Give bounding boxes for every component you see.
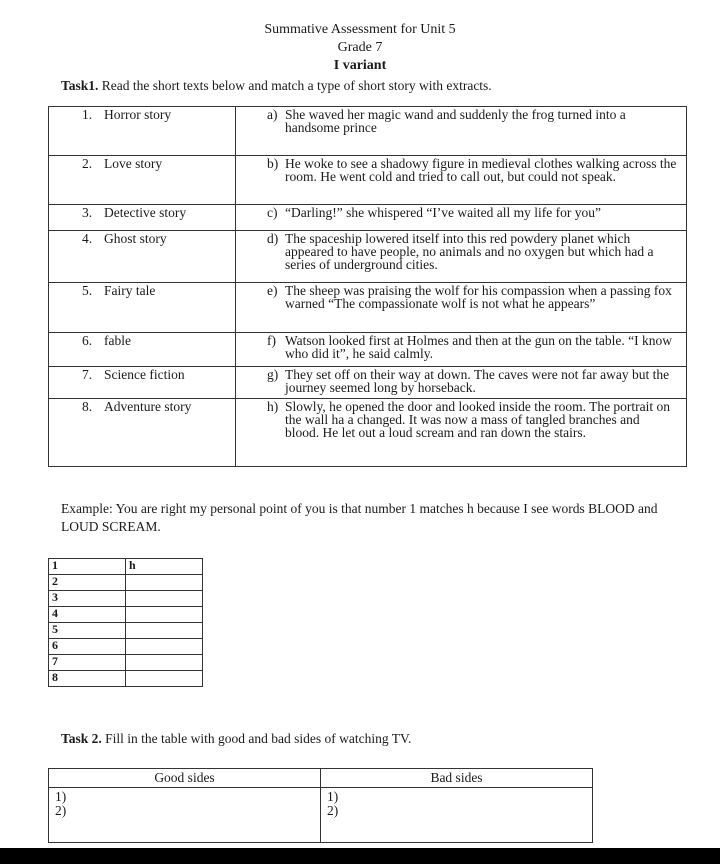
story-type-name: Detective story [104, 205, 187, 220]
good-sides-header: Good sides [49, 769, 321, 788]
extract-text: They set off on their way at down. The caves were not far away but the journey seemed long by horseback. [285, 367, 670, 395]
extract-cell [236, 283, 687, 333]
answer-cell[interactable] [126, 591, 203, 607]
extract-cell [236, 205, 687, 231]
task2-instruction [61, 731, 411, 747]
task1-label: Task1. [61, 78, 99, 93]
story-type-name: Adventure story [104, 399, 192, 414]
story-type-name: Love story [104, 156, 163, 171]
extract-text: Watson looked first at Holmes and then at the gun on the table. “I know who did it”, he said calmly. [285, 333, 672, 361]
answer-row [49, 623, 203, 639]
extract-text: The sheep was praising the wolf for his compassion when a passing fox warned “The compassionate wolf is not what he appears” [285, 283, 672, 311]
extract-cell [236, 231, 687, 283]
bad-item-2: 2) [327, 803, 339, 818]
bad-item-1: 1) [327, 789, 339, 804]
extract-text: “Darling!” she whispered “I’ve waited all my life for you” [285, 205, 601, 220]
extract-letter: h) [267, 399, 279, 414]
task2-text: Fill in the table with good and bad sides of watching TV. [105, 731, 412, 746]
extract-letter: g) [267, 367, 279, 382]
story-type-cell [49, 107, 236, 156]
story-type-cell [49, 205, 236, 231]
answer-cell[interactable] [126, 639, 203, 655]
extract-text: Slowly, he opened the door and looked inside the room. The portrait on the wall ha a changed. It was now a mass of tangled branches and blood. He let out a loud scream and ran down the stairs. [285, 399, 671, 440]
document-title: Summative Assessment for Unit 5 [264, 22, 456, 37]
story-type-cell [49, 399, 236, 467]
good-item-2: 2) [55, 803, 67, 818]
matching-table [48, 106, 687, 467]
story-type-number: 5. [82, 283, 93, 298]
answer-number: 5 [49, 623, 126, 639]
story-type-cell [49, 367, 236, 399]
task1-instruction [61, 78, 492, 94]
story-type-number: 3. [82, 205, 93, 220]
extract-cell [236, 399, 687, 467]
table-row [49, 231, 687, 283]
answer-number: 2 [49, 575, 126, 591]
story-type-number: 1. [82, 107, 93, 122]
table-row [49, 367, 687, 399]
answer-number: 1 [49, 559, 126, 575]
answer-row [49, 559, 203, 575]
story-type-number: 2. [82, 156, 93, 171]
answer-cell[interactable] [126, 575, 203, 591]
story-type-cell [49, 283, 236, 333]
grade-label: Grade 7 [337, 40, 383, 55]
answer-number: 4 [49, 607, 126, 623]
extract-cell [236, 156, 687, 205]
answer-number: 3 [49, 591, 126, 607]
table-row [49, 333, 687, 367]
extract-letter: f) [267, 333, 276, 348]
answer-cell[interactable]: h [126, 559, 203, 575]
good-sides-cell[interactable] [49, 788, 321, 843]
extract-letter: d) [267, 231, 279, 246]
extract-cell [236, 367, 687, 399]
story-type-name: Horror story [104, 107, 172, 122]
extract-letter: b) [267, 156, 279, 171]
extract-text: He woke to see a shadowy figure in medieval clothes walking across the room. He went cold and tried to call out, but could not speak. [285, 156, 677, 184]
answer-row [49, 607, 203, 623]
extract-text: The spaceship lowered itself into this red powdery planet which appeared to have people, no animals and no oxygen but which had a series of underground cities. [285, 231, 654, 272]
answer-row [49, 655, 203, 671]
table-row [49, 156, 687, 205]
table-row [49, 107, 687, 156]
task1-text: Read the short texts below and match a type of short story with extracts. [101, 78, 492, 93]
answer-row [49, 575, 203, 591]
story-type-name: Science fiction [104, 367, 185, 382]
answer-cell[interactable] [126, 671, 203, 687]
example-text: Example: You are right my personal point of you is that number 1 matches h because I see words BLOOD and LOUD SCREAM. [61, 501, 658, 534]
good-item-1: 1) [55, 789, 67, 804]
story-type-cell [49, 333, 236, 367]
bad-sides-cell[interactable] [321, 788, 593, 843]
story-type-cell [49, 231, 236, 283]
answer-number: 7 [49, 655, 126, 671]
answer-cell[interactable] [126, 623, 203, 639]
table-row [49, 283, 687, 333]
variant-label: I variant [333, 58, 387, 73]
answer-row [49, 591, 203, 607]
answer-row [49, 671, 203, 687]
bottom-black-bar [0, 848, 720, 864]
task2-label: Task 2. [61, 731, 102, 746]
story-type-number: 7. [82, 367, 93, 382]
extract-cell [236, 107, 687, 156]
extract-cell [236, 333, 687, 367]
story-type-name: Ghost story [104, 231, 167, 246]
table-row [49, 205, 687, 231]
answer-cell[interactable] [126, 607, 203, 623]
bad-sides-header: Bad sides [321, 769, 593, 788]
table-row [49, 399, 687, 467]
story-type-name: Fairy tale [104, 283, 156, 298]
table-row [49, 788, 593, 843]
story-type-number: 4. [82, 231, 93, 246]
story-type-number: 6. [82, 333, 93, 348]
story-type-cell [49, 156, 236, 205]
answer-number: 8 [49, 671, 126, 687]
table-header-row [49, 769, 593, 788]
answer-cell[interactable] [126, 655, 203, 671]
extract-letter: e) [267, 283, 278, 298]
answer-grid [48, 558, 203, 687]
extract-letter: a) [267, 107, 278, 122]
answer-number: 6 [49, 639, 126, 655]
extract-letter: c) [267, 205, 278, 220]
tv-sides-table [48, 768, 593, 843]
story-type-number: 8. [82, 399, 93, 414]
answer-row [49, 639, 203, 655]
extract-text: She waved her magic wand and suddenly the frog turned into a handsome prince [285, 107, 626, 135]
story-type-name: fable [104, 333, 131, 348]
